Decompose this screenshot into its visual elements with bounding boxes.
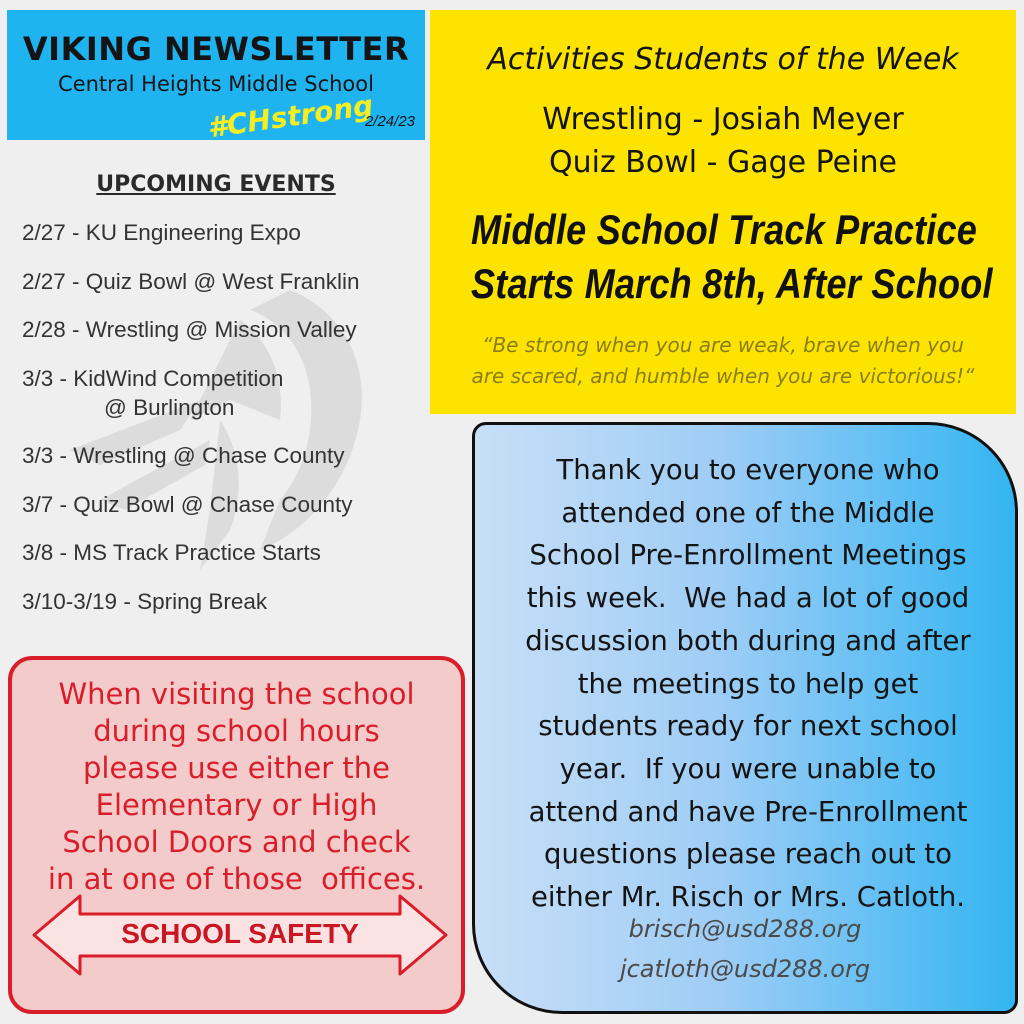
activities-title: Activities Students of the Week <box>487 42 959 77</box>
event-item <box>22 364 422 422</box>
thank-you-line: discussion both during and after <box>525 624 971 657</box>
safety-line: during school hours <box>93 714 380 748</box>
thank-you-text <box>483 449 1013 919</box>
safety-message <box>16 676 457 898</box>
events-list <box>22 218 422 635</box>
quote-line: are scared, and humble when you are victorious!“ <box>471 364 975 388</box>
thank-you-line: Thank you to everyone who <box>556 454 940 486</box>
safety-line: When visiting the school <box>58 677 415 711</box>
thank-you-line: attend and have Pre-Enrollment <box>528 795 968 828</box>
track-announcement: Middle School Track Practice <box>471 206 978 253</box>
event-item: 3/7 - Quiz Bowl @ Chase County <box>22 491 353 517</box>
hashtag: #CHstrong <box>205 88 376 145</box>
events-heading: UPCOMING EVENTS <box>96 172 336 197</box>
event-item-line: @ Burlington <box>104 394 235 420</box>
safety-line: please use either the <box>82 751 391 785</box>
thank-you-line: students ready for next school <box>538 710 958 743</box>
school-name: Central Heights Middle School <box>58 72 374 96</box>
event-item: 2/28 - Wrestling @ Mission Valley <box>22 317 357 342</box>
activity-student: Wrestling - Josiah Meyer <box>542 102 904 137</box>
email-link[interactable]: brisch@usd288.org <box>628 915 862 943</box>
event-item: 2/27 - Quiz Bowl @ West Franklin <box>22 268 360 294</box>
track-announcement: Starts March 8th, After School <box>471 260 993 307</box>
event-item-line: 3/3 - KidWind Competition <box>22 365 284 391</box>
newsletter-header <box>7 10 425 145</box>
event-item: 3/3 - Wrestling @ Chase County <box>22 443 345 468</box>
quote <box>430 330 1016 392</box>
activity-student: Quiz Bowl - Gage Peine <box>549 145 897 180</box>
thank-you-line: questions please reach out to <box>544 838 952 871</box>
newsletter-title: VIKING NEWSLETTER <box>22 30 410 68</box>
quote-line: “Be strong when you are weak, brave when you <box>482 333 964 357</box>
thank-you-line: School Pre-Enrollment Meetings <box>529 539 967 572</box>
thank-you-line: year. If you were unable to <box>559 752 937 785</box>
email-link[interactable]: jcatloth@usd288.org <box>619 955 871 983</box>
activities-box <box>430 10 1016 414</box>
event-item: 2/27 - KU Engineering Expo <box>22 220 301 245</box>
safety-line: in at one of those offices. <box>47 862 426 896</box>
safety-line: Elementary or High <box>95 788 378 822</box>
event-item: 3/8 - MS Track Practice Starts <box>22 540 321 565</box>
thank-you-line: attended one of the Middle <box>561 496 935 529</box>
thank-you-box <box>472 422 1018 1014</box>
school-safety-box <box>8 656 465 1014</box>
safety-label: SCHOOL SAFETY <box>121 918 359 949</box>
newsletter-date: 2/24/23 <box>364 113 415 130</box>
thank-you-line: the meetings to help get <box>577 667 919 700</box>
thank-you-line: either Mr. Risch or Mrs. Catloth. <box>530 881 966 914</box>
event-item: 3/10-3/19 - Spring Break <box>22 588 268 614</box>
safety-line: School Doors and check <box>62 825 411 859</box>
thank-you-line: this week. We had a lot of good <box>526 582 970 615</box>
